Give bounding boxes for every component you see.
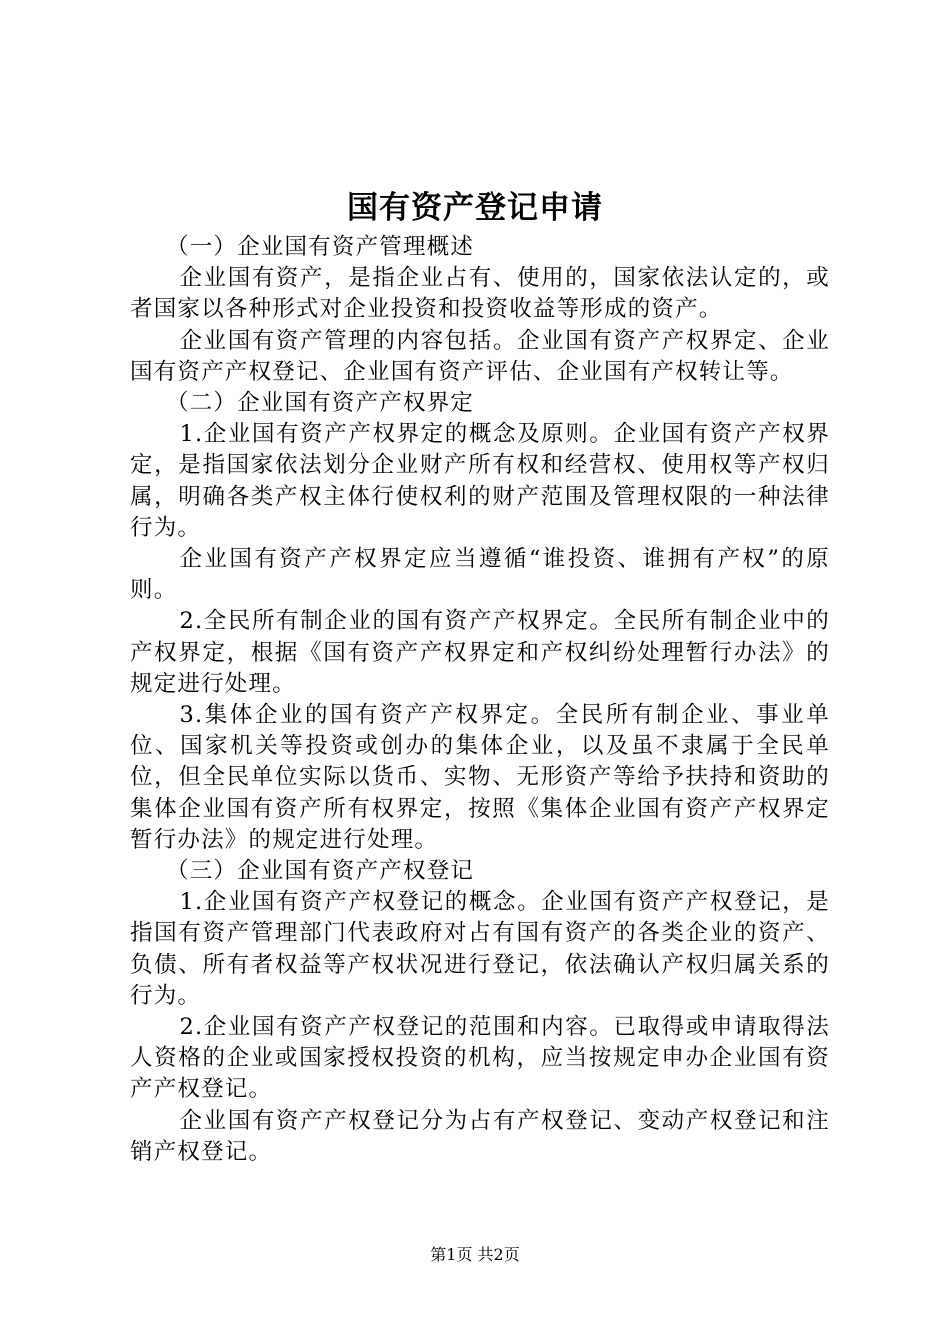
paragraph: 1.企业国有资产产权界定的概念及原则。企业国有资产产权界定，是指国家依法划分企业财产所有权和经营权、使用权等产权归属，明确各类产权主体行使权利的财产范围及管理权限的一种法律行为。: [130, 421, 830, 541]
paragraph: 2.企业国有资产产权登记的范围和内容。已取得或申请取得法人资格的企业或国家授权投资的机构，应当按规定申办企业国有资产产权登记。: [130, 1014, 830, 1103]
section-heading-2: （二）企业国有资产产权界定: [166, 390, 475, 417]
paragraph: 2.全民所有制企业的国有资产产权界定。全民所有制企业中的产权界定，根据《国有资产产权界定和产权纠纷处理暂行办法》的规定进行处理。: [130, 608, 830, 697]
document-title: 国有资产登记申请: [347, 190, 603, 226]
page-footer: 第1页 共2页: [430, 1245, 520, 1264]
paragraph: 1.企业国有资产产权登记的概念。企业国有资产产权登记，是指国有资产管理部门代表政府对占有国有资产的各类企业的资产、负债、所有者权益等产权状况进行登记，依法确认产权归属关系的行为。: [130, 889, 830, 1009]
section-heading-3: （三）企业国有资产产权登记: [166, 858, 475, 885]
paragraph: 3.集体企业的国有资产产权界定。全民所有制企业、事业单位、国家机关等投资或创办的集体企业，以及虽不隶属于全民单位，但全民单位实际以货币、实物、无形资产等给予扶持和资助的集体企业国有资产所有权界定，按照《集体企业国有资产产权界定暂行办法》的规定进行处理。: [130, 702, 830, 853]
document-body: [130, 232, 830, 1168]
section-heading-1: （一）企业国有资产管理概述: [166, 234, 475, 260]
paragraph: 企业国有资产管理的内容包括。企业国有资产产权界定、企业国有资产产权登记、企业国有资产评估、企业国有产权转让等。: [130, 327, 830, 385]
paragraph: 企业国有资产产权界定应当遵循“谁投资、谁拥有产权”的原则。: [130, 546, 830, 604]
paragraph: 企业国有资产产权登记分为占有产权登记、变动产权登记和注销产权登记。: [130, 1107, 830, 1165]
paragraph: 企业国有资产，是指企业占有、使用的，国家依法认定的，或者国家以各种形式对企业投资和投资收益等形成的资产。: [130, 265, 830, 323]
